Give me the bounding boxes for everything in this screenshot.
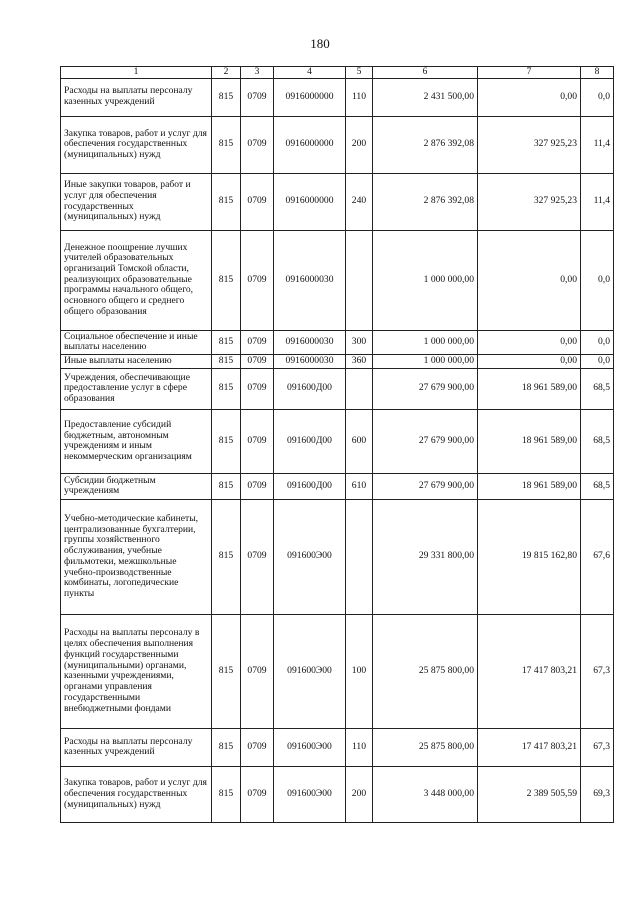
- row-expense-type: 110: [346, 78, 373, 116]
- row-description: Закупка товаров, работ и услуг для обеспечения государственных (муниципальных) нужд: [61, 766, 212, 822]
- header-cell: 6: [373, 67, 478, 79]
- row-code-2: 815: [212, 409, 241, 473]
- row-section-code: 0709: [241, 368, 274, 409]
- row-description: Иные закупки товаров, работ и услуг для обеспечения государственных (муниципальных) нужд: [61, 173, 212, 230]
- row-expense-type: [346, 230, 373, 330]
- row-section-code: 0709: [241, 78, 274, 116]
- row-section-code: 0709: [241, 728, 274, 766]
- row-description: Закупка товаров, работ и услуг для обеспечения государственных (муниципальных) нужд: [61, 116, 212, 173]
- header-cell: 1: [61, 67, 212, 79]
- row-description: Расходы на выплаты персоналу казенных учреждений: [61, 728, 212, 766]
- row-percent: 67,3: [581, 728, 614, 766]
- row-planned-amount: 1 000 000,00: [373, 230, 478, 330]
- row-expense-type: [346, 368, 373, 409]
- table-row: [61, 473, 614, 499]
- row-executed-amount: 327 925,23: [478, 173, 581, 230]
- row-expense-type: 110: [346, 728, 373, 766]
- row-percent: 11,4: [581, 173, 614, 230]
- row-description: Денежное поощрение лучших учителей образовательных организаций Томской области, реализующих образовательные программы начального общего, основного общего и среднего общего образования: [61, 230, 212, 330]
- row-executed-amount: 17 417 803,21: [478, 614, 581, 728]
- row-code-2: 815: [212, 355, 241, 369]
- table-row: [61, 614, 614, 728]
- row-description: Учреждения, обеспечивающие предоставление услуг в сфере образования: [61, 368, 212, 409]
- row-percent: 68,5: [581, 368, 614, 409]
- row-code-2: 815: [212, 173, 241, 230]
- header-cell: 8: [581, 67, 614, 79]
- row-target-code: 0916000030: [274, 230, 346, 330]
- row-percent: 0,0: [581, 355, 614, 369]
- row-section-code: 0709: [241, 116, 274, 173]
- row-code-2: 815: [212, 368, 241, 409]
- row-percent: 0,0: [581, 230, 614, 330]
- table-row: [61, 116, 614, 173]
- row-percent: 68,5: [581, 409, 614, 473]
- row-description: Предоставление субсидий бюджетным, автономным учреждениям и иным некоммерческим организациям: [61, 409, 212, 473]
- table-row: [61, 499, 614, 614]
- row-executed-amount: 0,00: [478, 230, 581, 330]
- row-planned-amount: 27 679 900,00: [373, 473, 478, 499]
- row-target-code: 091600Д00: [274, 409, 346, 473]
- row-expense-type: [346, 499, 373, 614]
- row-code-2: 815: [212, 78, 241, 116]
- row-target-code: 091600Э00: [274, 614, 346, 728]
- row-section-code: 0709: [241, 230, 274, 330]
- row-code-2: 815: [212, 330, 241, 354]
- row-code-2: 815: [212, 499, 241, 614]
- row-planned-amount: 1 000 000,00: [373, 330, 478, 354]
- row-executed-amount: 19 815 162,80: [478, 499, 581, 614]
- row-planned-amount: 2 876 392,08: [373, 173, 478, 230]
- row-code-2: 815: [212, 230, 241, 330]
- row-expense-type: 100: [346, 614, 373, 728]
- row-planned-amount: 2 876 392,08: [373, 116, 478, 173]
- header-cell: 7: [478, 67, 581, 79]
- table-row: [61, 368, 614, 409]
- row-target-code: 091600Э00: [274, 766, 346, 822]
- row-expense-type: 600: [346, 409, 373, 473]
- row-target-code: 091600Э00: [274, 499, 346, 614]
- row-section-code: 0709: [241, 614, 274, 728]
- row-percent: 67,6: [581, 499, 614, 614]
- row-section-code: 0709: [241, 330, 274, 354]
- row-code-2: 815: [212, 473, 241, 499]
- table-row: [61, 766, 614, 822]
- header-cell: 5: [346, 67, 373, 79]
- row-section-code: 0709: [241, 409, 274, 473]
- table-row: [61, 330, 614, 354]
- row-percent: 11,4: [581, 116, 614, 173]
- row-description: Субсидии бюджетным учреждениям: [61, 473, 212, 499]
- row-target-code: 091600Д00: [274, 368, 346, 409]
- table-row: [61, 230, 614, 330]
- row-description: Расходы на выплаты персоналу в целях обеспечения выполнения функций государственными (муниципальными) органами, казенными учреждениями, органами управления государственными внебюджетными фондами: [61, 614, 212, 728]
- row-executed-amount: 0,00: [478, 330, 581, 354]
- row-code-2: 815: [212, 766, 241, 822]
- header-cell: 2: [212, 67, 241, 79]
- row-executed-amount: 17 417 803,21: [478, 728, 581, 766]
- row-percent: 69,3: [581, 766, 614, 822]
- row-expense-type: 200: [346, 766, 373, 822]
- table-row: [61, 355, 614, 369]
- header-cell: 4: [274, 67, 346, 79]
- table-row: [61, 728, 614, 766]
- header-row: [61, 67, 614, 79]
- row-description: Социальное обеспечение и иные выплаты населению: [61, 330, 212, 354]
- row-planned-amount: 25 875 800,00: [373, 728, 478, 766]
- row-section-code: 0709: [241, 173, 274, 230]
- row-section-code: 0709: [241, 766, 274, 822]
- row-planned-amount: 29 331 800,00: [373, 499, 478, 614]
- row-target-code: 0916000000: [274, 116, 346, 173]
- row-executed-amount: 0,00: [478, 355, 581, 369]
- row-planned-amount: 1 000 000,00: [373, 355, 478, 369]
- row-section-code: 0709: [241, 473, 274, 499]
- row-code-2: 815: [212, 728, 241, 766]
- row-expense-type: 300: [346, 330, 373, 354]
- row-percent: 0,0: [581, 78, 614, 116]
- row-percent: 68,5: [581, 473, 614, 499]
- header-cell: 3: [241, 67, 274, 79]
- row-description: Иные выплаты населению: [61, 355, 212, 369]
- row-target-code: 0916000030: [274, 330, 346, 354]
- row-section-code: 0709: [241, 499, 274, 614]
- budget-table: [60, 66, 614, 823]
- row-target-code: 0916000000: [274, 173, 346, 230]
- table-row: [61, 173, 614, 230]
- row-planned-amount: 27 679 900,00: [373, 368, 478, 409]
- row-expense-type: 240: [346, 173, 373, 230]
- table-row: [61, 78, 614, 116]
- row-executed-amount: 18 961 589,00: [478, 368, 581, 409]
- row-planned-amount: 2 431 500,00: [373, 78, 478, 116]
- row-planned-amount: 27 679 900,00: [373, 409, 478, 473]
- row-target-code: 0916000000: [274, 78, 346, 116]
- row-executed-amount: 327 925,23: [478, 116, 581, 173]
- row-target-code: 0916000030: [274, 355, 346, 369]
- row-code-2: 815: [212, 116, 241, 173]
- row-expense-type: 610: [346, 473, 373, 499]
- row-expense-type: 200: [346, 116, 373, 173]
- row-description: Расходы на выплаты персоналу казенных учреждений: [61, 78, 212, 116]
- row-planned-amount: 3 448 000,00: [373, 766, 478, 822]
- row-description: Учебно-методические кабинеты, централизованные бухгалтерии, группы хозяйственного обслуживания, учебные фильмотеки, межшкольные учебно-производственные комбинаты, логопедические пункты: [61, 499, 212, 614]
- row-expense-type: 360: [346, 355, 373, 369]
- row-executed-amount: 18 961 589,00: [478, 473, 581, 499]
- row-executed-amount: 0,00: [478, 78, 581, 116]
- row-percent: 0,0: [581, 330, 614, 354]
- row-target-code: 091600Д00: [274, 473, 346, 499]
- row-code-2: 815: [212, 614, 241, 728]
- row-executed-amount: 18 961 589,00: [478, 409, 581, 473]
- row-executed-amount: 2 389 505,59: [478, 766, 581, 822]
- row-section-code: 0709: [241, 355, 274, 369]
- row-target-code: 091600Э00: [274, 728, 346, 766]
- table-row: [61, 409, 614, 473]
- row-percent: 67,3: [581, 614, 614, 728]
- row-planned-amount: 25 875 800,00: [373, 614, 478, 728]
- page-number: 180: [310, 36, 330, 51]
